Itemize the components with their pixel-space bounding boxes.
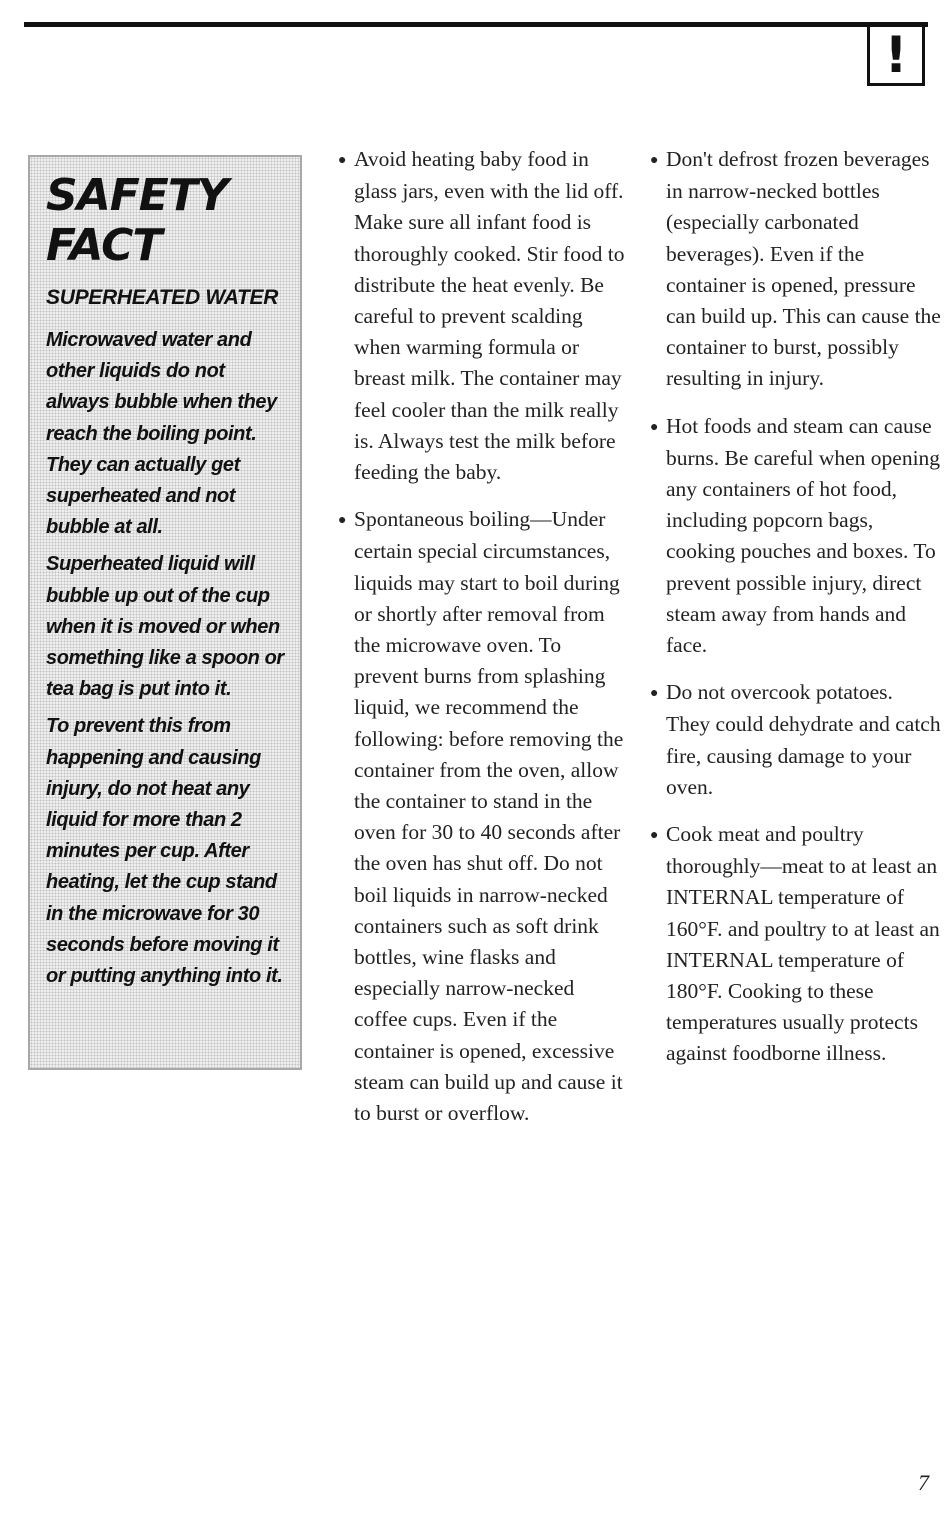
sidebar-title-line2: FACT <box>46 220 162 271</box>
sidebar-title <box>46 171 284 271</box>
sidebar-paragraph: Microwaved water and other liquids do not always bubble when they reach the boiling point. They can actually get superheated and not bubble at all. <box>46 329 277 539</box>
bullet-icon: ● <box>650 686 659 702</box>
bullet-item <box>650 411 942 662</box>
exclamation-icon: ! <box>884 26 908 84</box>
bullet-item <box>338 144 628 488</box>
bullet-item <box>650 819 942 1070</box>
bullet-icon: ● <box>650 419 659 435</box>
text-column-2 <box>650 144 942 1086</box>
top-rule <box>24 22 928 27</box>
sidebar-paragraph: To prevent this from happening and causing injury, do not heat any liquid for more than 2 minutes per cup. After heating, let the cup stand in the microwave for 30 seconds before moving it or putting anything into it. <box>46 715 283 988</box>
bullet-text: Avoid heating baby food in glass jars, even with the lid off. Make sure all infant food is thoroughly cooked. Stir food to distribute the heat evenly. Be careful to prevent scalding when warming formula or breast milk. The container may feel cooler than the milk really is. Always test the milk before feeding the baby. <box>354 147 625 485</box>
page-number: 7 <box>918 1470 929 1495</box>
bullet-text: Do not overcook potatoes. They could dehydrate and catch fire, causing damage to your oven. <box>666 680 941 799</box>
bullet-item <box>650 677 942 803</box>
bullet-icon: ● <box>338 513 347 529</box>
bullet-text: Hot foods and steam can cause burns. Be careful when opening any containers of hot food, including popcorn bags, cooking pouches and boxes. To prevent possible injury, direct steam away from hands and face. <box>666 413 941 658</box>
bullet-text: Don't defrost frozen beverages in narrow-necked bottles (especially carbonated beverages). Even if the container is opened, pressure can build up. This can cause the container to burst, possibly resulting in injury. <box>666 147 941 391</box>
sidebar-title-line1: SAFETY <box>46 170 228 221</box>
bullet-text: Cook meat and poultry thoroughly—meat to at least an INTERNAL temperature of 160°F. and poultry to at least an INTERNAL temperature of 180°F. Cooking to these temperatures usually protects against foodborne illness. <box>666 822 940 1066</box>
bullet-icon: ● <box>650 153 659 168</box>
bullet-icon: ● <box>650 828 659 844</box>
bullet-item <box>338 504 628 1129</box>
bullet-item <box>650 144 942 395</box>
warning-box <box>867 27 925 86</box>
sidebar-subtitle: SUPERHEATED WATER <box>46 286 279 309</box>
bullet-text: Spontaneous boiling—Under certain special circumstances, liquids may start to boil during or shortly after removal from the microwave oven. To prevent burns from splashing liquid, we recommend the following: before removing the container from the oven, allow the container to stand in the oven for 30 to 40 seconds after the oven has shut off. Do not boil liquids in narrow-necked containers such as soft drink bottles, wine flasks and especially narrow-necked coffee cups. Even if the container is opened, excessive steam can build up and cause it to burst or overflow. <box>354 507 624 1126</box>
text-column-1 <box>338 144 628 1145</box>
bullet-icon: ● <box>338 153 347 168</box>
sidebar-paragraph: Superheated liquid will bubble up out of the cup when it is moved or when something like a spoon or tea bag is put into it. <box>46 553 284 701</box>
safety-fact-sidebar <box>28 155 302 1070</box>
